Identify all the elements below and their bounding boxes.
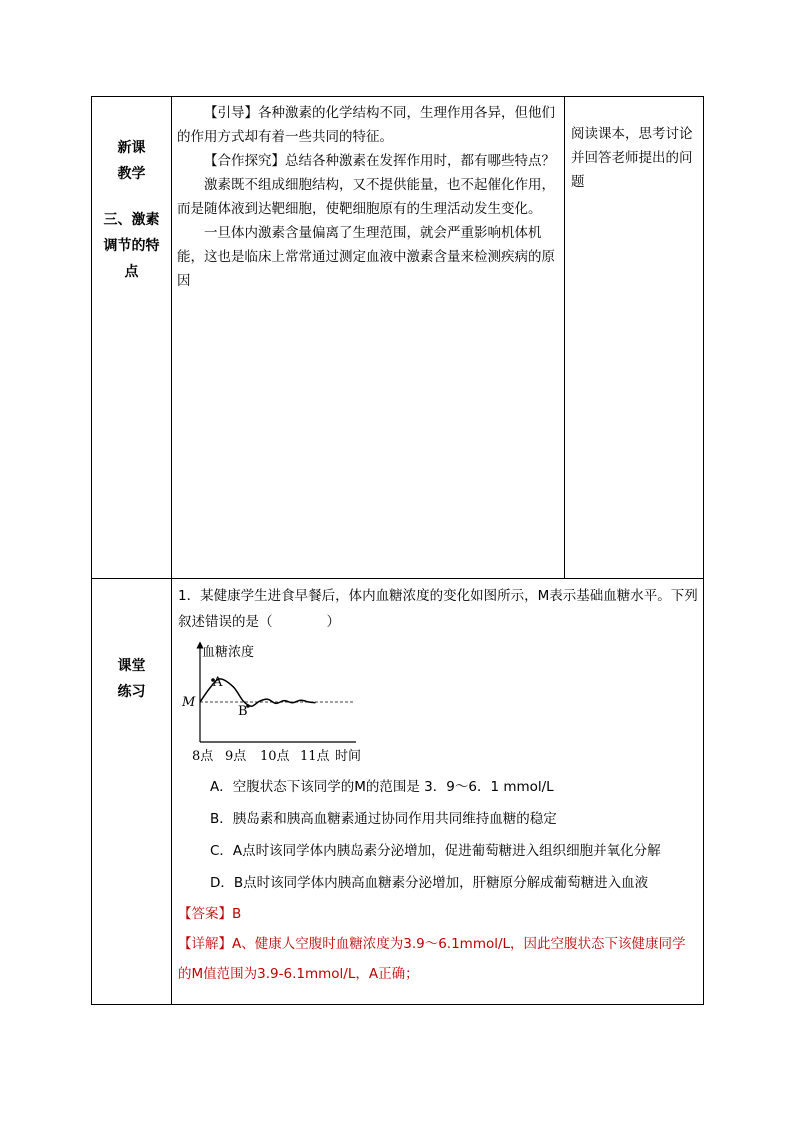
label-line: 教学 [117,166,146,182]
option-b: B．胰岛素和胰高血糖素通过协同作用共同维持血糖的稳定 [210,811,557,827]
option-a: A．空腹状态下该同学的M的范围是 3．9～6．1 mmol/L [210,779,554,795]
blood-sugar-chart-svg [178,639,378,765]
teaching-content-cell [172,97,565,579]
label-line: 练习 [117,684,146,700]
content-paragraph: 激素既不组成细胞结构，又不提供能量，也不起催化作用，而是随体液到达靶细胞，使靶细胞原有的生理活动发生变化。 [177,177,555,217]
answer-text: 【答案】B [178,906,242,922]
point-a-label: A [213,675,223,690]
explore-paragraph: 【合作探究】总结各种激素在发挥作用时，都有哪些特点？ [204,153,555,169]
blood-sugar-chart [178,639,699,765]
practice-row [92,579,704,1005]
new-lesson-row [92,97,704,579]
student-activity-cell [565,97,704,579]
x-tick-label: 9点 [225,749,247,764]
label-line: 点 [124,264,139,280]
section-label-cell [92,97,172,579]
label-line: 课堂 [117,658,146,674]
student-activity-text: 阅读课本，思考讨论并回答老师提出的问题 [571,126,693,190]
label-line: 三、激素 [103,212,160,228]
practice-content-cell [172,579,704,1005]
x-tick-label: 8点 [192,749,214,764]
practice-label-cell [92,579,172,1005]
label-line: 新课 [117,140,146,156]
y-axis-label: 血糖浓度 [202,645,255,660]
x-axis-label: 时间 [335,749,362,764]
option-d: D．B点时该同学体内胰高血糖素分泌增加，肝糖原分解成葡萄糖进入血液 [210,875,649,891]
content-paragraph: 一旦体内激素含量偏离了生理范围，就会严重影响机体机能，这也是临床上常常通过测定血液中激素含量来检测疾病的原因 [177,225,555,289]
point-b-label: B [238,704,248,719]
label-line: 调节的特 [103,238,160,254]
baseline-label: M [182,695,196,710]
question-text: 1．某健康学生进食早餐后，体内血糖浓度的变化如图所示，M表示基础血糖水平。下列叙述错误的是（ ） [178,588,698,630]
lesson-table [91,96,704,1005]
option-c: C．A点时该同学体内胰岛素分泌增加，促进葡萄糖进入组织细胞并氧化分解 [210,843,661,859]
explanation-text: 【详解】A、健康人空腹时血糖浓度为3.9～6.1mmol/L，因此空腹状态下该健康同学的M值范围为3.9-6.1mmol/L，A正确； [178,936,686,982]
x-tick-label: 11点 [300,749,330,764]
guide-paragraph: 【引导】各种激素的化学结构不同，生理作用各异，但他们的作用方式却有着一些共同的特征。 [177,105,555,145]
x-tick-label: 10点 [260,749,290,764]
